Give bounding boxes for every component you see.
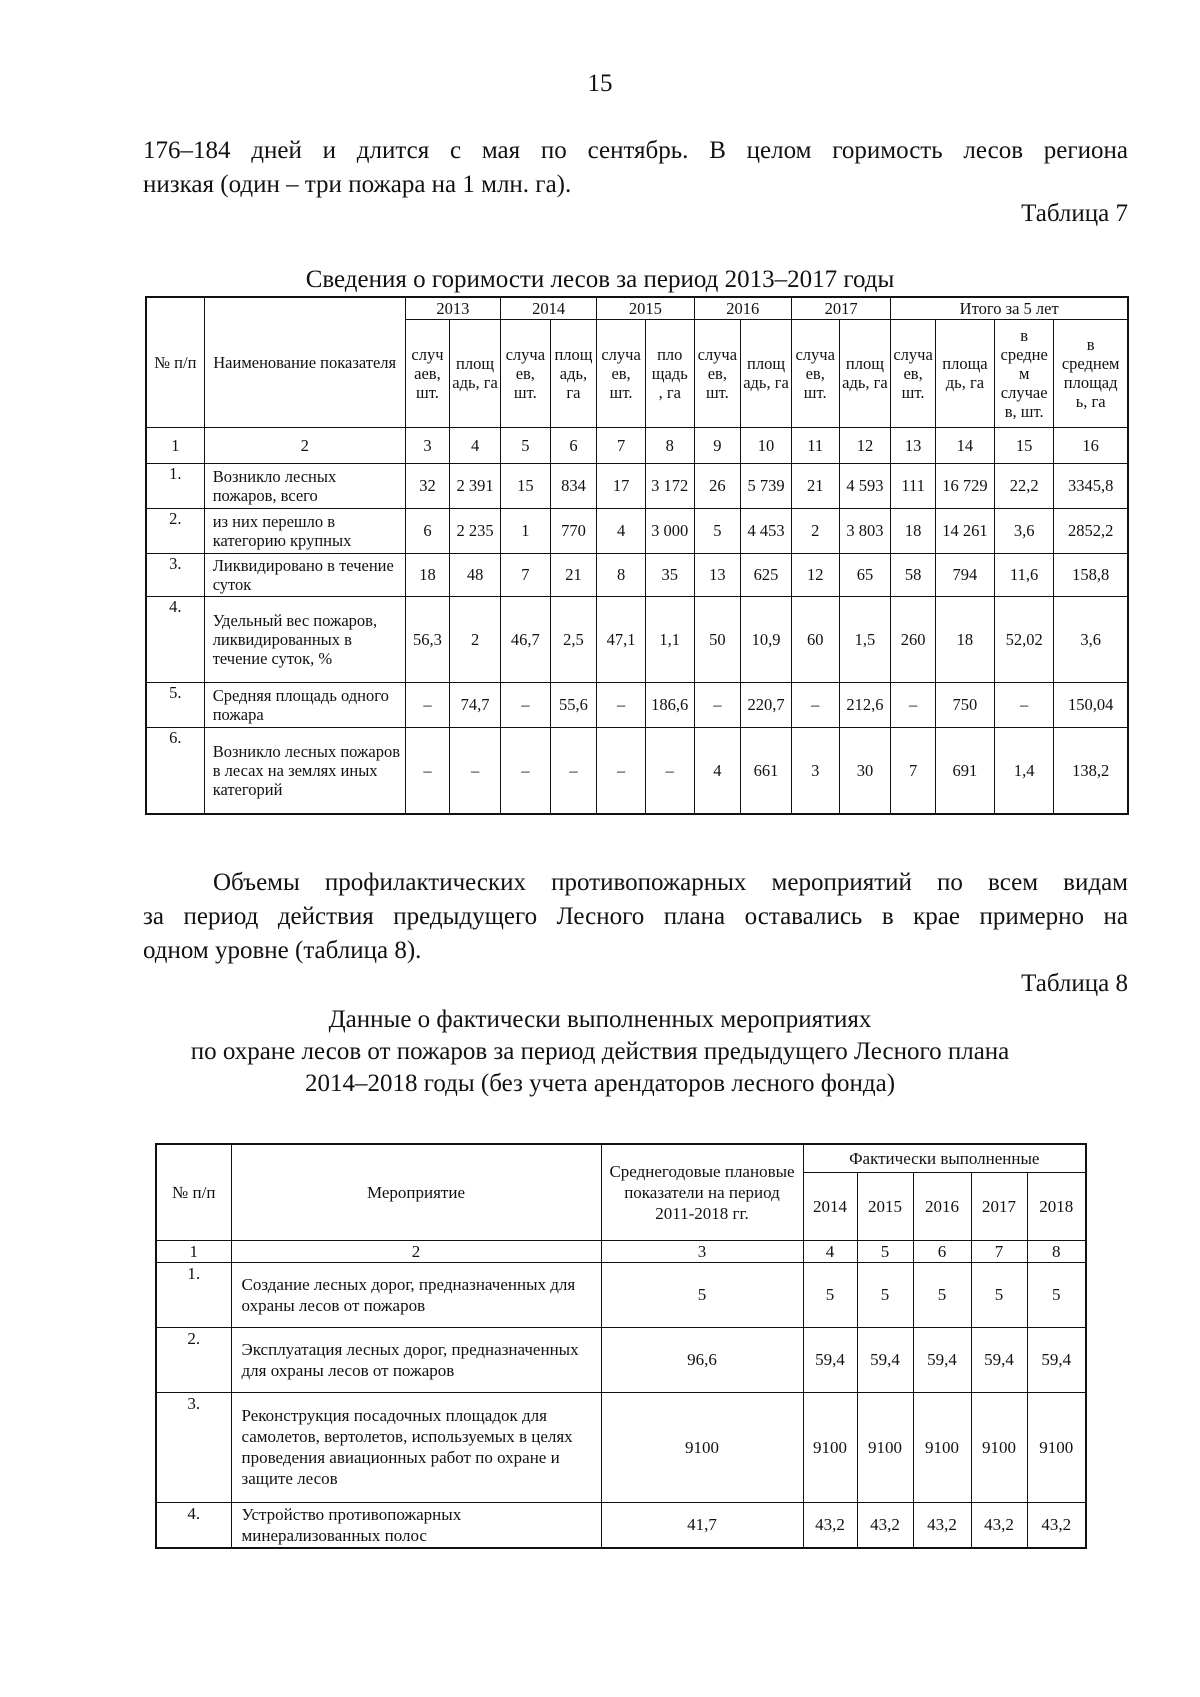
- row-name: из них перешло в категорию крупных: [204, 508, 405, 553]
- table-row: [146, 553, 1128, 596]
- t8-header-year: 2018: [1027, 1172, 1086, 1240]
- value-cell: 58: [891, 553, 935, 596]
- value-cell: 59,4: [803, 1327, 857, 1392]
- value-cell: 260: [891, 596, 935, 682]
- value-cell: 1,5: [839, 596, 891, 682]
- value-cell: 9100: [857, 1392, 913, 1502]
- value-cell: 770: [550, 508, 597, 553]
- row-number: 1.: [146, 463, 204, 508]
- t7-sub-avg-area: в среднем площад ь, га: [1054, 319, 1128, 427]
- value-cell: 212,6: [839, 682, 891, 727]
- t7-header-year: 2014: [500, 297, 596, 319]
- value-cell: 74,7: [450, 682, 501, 727]
- value-cell: 43,2: [971, 1502, 1027, 1548]
- t8-index-cell: 8: [1027, 1240, 1086, 1262]
- value-cell: 11,6: [995, 553, 1054, 596]
- t8-index-cell: 2: [231, 1240, 601, 1262]
- table8-caption-line-2: по охране лесов от пожаров за период действия предыдущего Лесного плана: [190, 1038, 1010, 1065]
- t7-index-cell: 5: [500, 427, 550, 463]
- row-number: 5.: [146, 682, 204, 727]
- value-cell: 2,5: [550, 596, 597, 682]
- plan-value-cell: 41,7: [601, 1502, 803, 1548]
- row-number: 6.: [146, 727, 204, 814]
- value-cell: 220,7: [741, 682, 792, 727]
- value-cell: 3: [791, 727, 839, 814]
- value-cell: 5: [1027, 1262, 1086, 1327]
- intro-line-1: 176–184 дней и длится с мая по сентябрь. В целом горимость лесов региона: [143, 137, 1128, 164]
- t7-header-year: 2013: [405, 297, 500, 319]
- row-name: Средняя площадь одного пожара: [204, 682, 405, 727]
- value-cell: 7: [500, 553, 550, 596]
- plan-value-cell: 5: [601, 1262, 803, 1327]
- row-number: 3.: [146, 553, 204, 596]
- t7-index-row: [146, 427, 1128, 463]
- value-cell: 9100: [913, 1392, 971, 1502]
- table-row: [146, 508, 1128, 553]
- t7-index-cell: 14: [935, 427, 994, 463]
- value-cell: 2: [450, 596, 501, 682]
- value-cell: 14 261: [935, 508, 994, 553]
- value-cell: –: [597, 682, 646, 727]
- value-cell: 3,6: [1054, 596, 1128, 682]
- value-cell: –: [645, 727, 694, 814]
- t7-header-year: 2017: [791, 297, 890, 319]
- table7-label: Таблица 7: [1021, 200, 1128, 227]
- t7-header-name: Наименование показателя: [204, 297, 405, 427]
- value-cell: 59,4: [857, 1327, 913, 1392]
- value-cell: 834: [550, 463, 597, 508]
- row-name: Эксплуатация лесных дорог, предназначенных для охраны лесов от пожаров: [231, 1327, 601, 1392]
- value-cell: 21: [550, 553, 597, 596]
- value-cell: 21: [791, 463, 839, 508]
- value-cell: –: [791, 682, 839, 727]
- value-cell: 59,4: [971, 1327, 1027, 1392]
- t8-header-actual: Фактически выполненные: [803, 1144, 1086, 1172]
- t7-index-cell: 2: [204, 427, 405, 463]
- value-cell: 10,9: [741, 596, 792, 682]
- value-cell: 111: [891, 463, 935, 508]
- t7-index-cell: 6: [550, 427, 597, 463]
- value-cell: 22,2: [995, 463, 1054, 508]
- t8-header-plan: Среднегодовые плановые показатели на период 2011-2018 гг.: [601, 1144, 803, 1240]
- value-cell: 4: [694, 727, 741, 814]
- value-cell: –: [694, 682, 741, 727]
- table-row: [156, 1262, 1086, 1327]
- value-cell: 5 739: [741, 463, 792, 508]
- value-cell: 16 729: [935, 463, 994, 508]
- value-cell: 150,04: [1054, 682, 1128, 727]
- paragraph-2-line-2: за период действия предыдущего Лесного плана оставались в крае примерно на: [143, 903, 1128, 930]
- t8-index-cell: 7: [971, 1240, 1027, 1262]
- value-cell: 3345,8: [1054, 463, 1128, 508]
- t7-index-cell: 8: [645, 427, 694, 463]
- t7-index-cell: 3: [405, 427, 449, 463]
- table-row: [146, 463, 1128, 508]
- row-number: 4.: [156, 1502, 231, 1548]
- value-cell: 7: [891, 727, 935, 814]
- value-cell: 59,4: [913, 1327, 971, 1392]
- t7-index-cell: 10: [741, 427, 792, 463]
- table8-caption-line-3: 2014–2018 годы (без учета арендаторов лесного фонда): [304, 1070, 896, 1097]
- paragraph-2-line-3: одном уровне (таблица 8).: [143, 937, 422, 964]
- value-cell: 5: [857, 1262, 913, 1327]
- value-cell: 158,8: [1054, 553, 1128, 596]
- value-cell: –: [405, 727, 449, 814]
- t8-index-cell: 1: [156, 1240, 231, 1262]
- value-cell: –: [450, 727, 501, 814]
- t7-sub-cases: случа ев, шт.: [791, 319, 839, 427]
- t7-sub-area: площ адь, га: [839, 319, 891, 427]
- value-cell: 17: [597, 463, 646, 508]
- t8-index-cell: 4: [803, 1240, 857, 1262]
- value-cell: 30: [839, 727, 891, 814]
- value-cell: 18: [935, 596, 994, 682]
- value-cell: 750: [935, 682, 994, 727]
- value-cell: 1,1: [645, 596, 694, 682]
- value-cell: 18: [891, 508, 935, 553]
- plan-value-cell: 9100: [601, 1392, 803, 1502]
- value-cell: 15: [500, 463, 550, 508]
- value-cell: 5: [913, 1262, 971, 1327]
- value-cell: 5: [803, 1262, 857, 1327]
- t8-index-cell: 5: [857, 1240, 913, 1262]
- value-cell: 13: [694, 553, 741, 596]
- value-cell: –: [597, 727, 646, 814]
- table8-caption-line-1: Данные о фактически выполненных мероприятиях: [328, 1006, 872, 1033]
- value-cell: 2 391: [450, 463, 501, 508]
- table-row: [146, 682, 1128, 727]
- t8-index-row: [156, 1240, 1086, 1262]
- value-cell: –: [891, 682, 935, 727]
- value-cell: 3 172: [645, 463, 694, 508]
- value-cell: 12: [791, 553, 839, 596]
- value-cell: 186,6: [645, 682, 694, 727]
- t7-sub-area: площ адь, га: [550, 319, 597, 427]
- value-cell: 32: [405, 463, 449, 508]
- t7-sub-cases: случа ев, шт.: [694, 319, 741, 427]
- value-cell: 55,6: [550, 682, 597, 727]
- t7-index-cell: 12: [839, 427, 891, 463]
- value-cell: 43,2: [1027, 1502, 1086, 1548]
- value-cell: 9100: [1027, 1392, 1086, 1502]
- value-cell: 46,7: [500, 596, 550, 682]
- value-cell: 18: [405, 553, 449, 596]
- value-cell: 2 235: [450, 508, 501, 553]
- t7-index-cell: 9: [694, 427, 741, 463]
- value-cell: –: [550, 727, 597, 814]
- value-cell: 9100: [971, 1392, 1027, 1502]
- t7-sub-cases: случа ев, шт.: [597, 319, 646, 427]
- row-number: 2.: [156, 1327, 231, 1392]
- paragraph-2: [143, 866, 1128, 968]
- t7-header-no: № п/п: [146, 297, 204, 427]
- row-number: 1.: [156, 1262, 231, 1327]
- t8-header-event: Мероприятие: [231, 1144, 601, 1240]
- row-number: 4.: [146, 596, 204, 682]
- value-cell: 43,2: [803, 1502, 857, 1548]
- t7-sub-cases: случа ев, шт.: [891, 319, 935, 427]
- value-cell: 5: [694, 508, 741, 553]
- row-name: Реконструкция посадочных площадок для самолетов, вертолетов, используемых в целях проведения авиационных работ по охране и защите лесов: [231, 1392, 601, 1502]
- t7-sub-avg-cases: в средне м случае в, шт.: [995, 319, 1054, 427]
- table8-label: Таблица 8: [1021, 970, 1128, 997]
- row-number: 2.: [146, 508, 204, 553]
- value-cell: 65: [839, 553, 891, 596]
- t7-sub-area: площ адь, га: [450, 319, 501, 427]
- row-name: Удельный вес пожаров, ликвидированных в течение суток, %: [204, 596, 405, 682]
- value-cell: 9100: [803, 1392, 857, 1502]
- value-cell: 2: [791, 508, 839, 553]
- t7-sub-cases: случа ев, шт.: [500, 319, 550, 427]
- table-row: [146, 596, 1128, 682]
- t7-header-year: 2016: [694, 297, 791, 319]
- value-cell: 59,4: [1027, 1327, 1086, 1392]
- value-cell: 50: [694, 596, 741, 682]
- value-cell: 3 803: [839, 508, 891, 553]
- value-cell: –: [405, 682, 449, 727]
- value-cell: 48: [450, 553, 501, 596]
- paragraph-2-line-1: Объемы профилактических противопожарных мероприятий по всем видам: [213, 869, 1128, 896]
- t7-index-cell: 7: [597, 427, 646, 463]
- row-name: Устройство противопожарных минерализованных полос: [231, 1502, 601, 1548]
- t7-index-cell: 15: [995, 427, 1054, 463]
- table8-caption: [0, 1004, 1200, 1100]
- t7-sub-area: площ адь, га: [741, 319, 792, 427]
- t7-index-cell: 11: [791, 427, 839, 463]
- value-cell: 56,3: [405, 596, 449, 682]
- t7-index-cell: 1: [146, 427, 204, 463]
- value-cell: 4 453: [741, 508, 792, 553]
- table7-caption: Сведения о горимости лесов за период 2013–2017 годы: [305, 266, 895, 293]
- value-cell: 6: [405, 508, 449, 553]
- t7-index-cell: 4: [450, 427, 501, 463]
- t7-sub-total-area: площа дь, га: [935, 319, 994, 427]
- t7-sub-area: пло щадь , га: [645, 319, 694, 427]
- value-cell: 794: [935, 553, 994, 596]
- value-cell: 691: [935, 727, 994, 814]
- value-cell: 4: [597, 508, 646, 553]
- table-row: [156, 1392, 1086, 1502]
- t7-sub-cases: случ аев, шт.: [405, 319, 449, 427]
- value-cell: 26: [694, 463, 741, 508]
- t8-header-year: 2014: [803, 1172, 857, 1240]
- value-cell: 138,2: [1054, 727, 1128, 814]
- value-cell: 4 593: [839, 463, 891, 508]
- value-cell: 5: [971, 1262, 1027, 1327]
- t8-index-cell: 3: [601, 1240, 803, 1262]
- value-cell: 3,6: [995, 508, 1054, 553]
- value-cell: 43,2: [857, 1502, 913, 1548]
- value-cell: 3 000: [645, 508, 694, 553]
- value-cell: 43,2: [913, 1502, 971, 1548]
- value-cell: 2852,2: [1054, 508, 1128, 553]
- table-row: [156, 1327, 1086, 1392]
- row-number: 3.: [156, 1392, 231, 1502]
- t7-index-cell: 16: [1054, 427, 1128, 463]
- page-number: 15: [587, 70, 613, 97]
- table-row: [146, 727, 1128, 814]
- t8-header-year: 2016: [913, 1172, 971, 1240]
- t8-header-year: 2017: [971, 1172, 1027, 1240]
- row-name: Возникло лесных пожаров, всего: [204, 463, 405, 508]
- value-cell: 52,02: [995, 596, 1054, 682]
- t8-header-year: 2015: [857, 1172, 913, 1240]
- row-name: Ликвидировано в течение суток: [204, 553, 405, 596]
- value-cell: 35: [645, 553, 694, 596]
- table-fire-statistics: [145, 296, 1129, 815]
- row-name: Возникло лесных пожаров в лесах на землях иных категорий: [204, 727, 405, 814]
- intro-paragraph: [143, 134, 1128, 202]
- value-cell: –: [500, 727, 550, 814]
- value-cell: 60: [791, 596, 839, 682]
- table-fire-prevention-measures: [155, 1143, 1087, 1549]
- value-cell: 1,4: [995, 727, 1054, 814]
- t8-index-cell: 6: [913, 1240, 971, 1262]
- table-row: [156, 1502, 1086, 1548]
- value-cell: 661: [741, 727, 792, 814]
- value-cell: 47,1: [597, 596, 646, 682]
- t7-header-year: 2015: [597, 297, 694, 319]
- value-cell: 625: [741, 553, 792, 596]
- value-cell: 1: [500, 508, 550, 553]
- row-name: Создание лесных дорог, предназначенных для охраны лесов от пожаров: [231, 1262, 601, 1327]
- t7-index-cell: 13: [891, 427, 935, 463]
- value-cell: –: [995, 682, 1054, 727]
- intro-line-2: низкая (один – три пожара на 1 млн. га).: [143, 171, 572, 198]
- value-cell: –: [500, 682, 550, 727]
- value-cell: 8: [597, 553, 646, 596]
- t8-header-no: № п/п: [156, 1144, 231, 1240]
- t7-header-total: Итого за 5 лет: [891, 297, 1128, 319]
- plan-value-cell: 96,6: [601, 1327, 803, 1392]
